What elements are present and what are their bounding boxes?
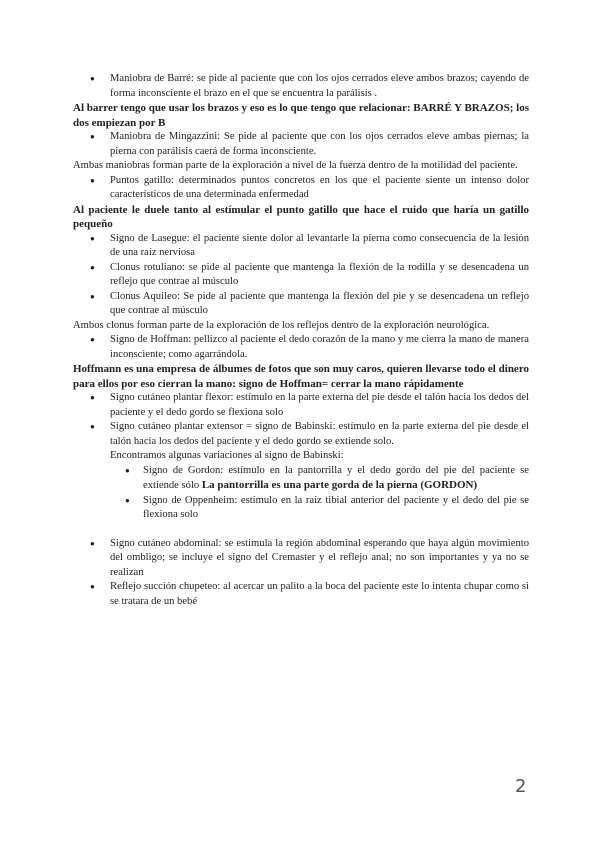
list-item-clonus-rotuliano: ● Clonus rotuliano: se pide al paciente que mantenga la flexión de la rodilla y se desencadena un reflejo que contrae al músculo <box>73 261 529 290</box>
list-item-gordon <box>73 464 529 494</box>
mnemonic-barre: Al barrer tengo que usar los brazos y eso es lo que tengo que relacionar: BARRÉ Y BRAZOS; los dos empiezan por B <box>73 102 529 129</box>
paragraph-variaciones: Encontramos algunas variaciones al signo de Babinski: <box>110 450 344 461</box>
list-item-abdominal: ● Signo cutáneo abdominal: se estimula la región abdominal esperando que haya algún movimiento del ombligo; se incluye el signo del Cremaster y el reflejo anal; no son importantes y ya no se realizan <box>73 537 529 581</box>
spacer <box>73 523 529 537</box>
list-barre <box>73 72 529 101</box>
list-otros-reflejos <box>73 537 529 610</box>
page-content <box>73 72 529 609</box>
mnemonic-hoffman: Hoffmann es una empresa de álbumes de fotos que son muy caros, quieren llevarse todo el dinero para ellos por eso cierran la mano: signo de Hoffman= cerrar la mano rápidamente <box>73 363 529 390</box>
list-item-plantar-extensor <box>73 420 529 464</box>
paragraph-ambos-clonus: Ambos clonus forman parte de la exploración de los reflejos dentro de la exploración neurológica. <box>73 319 490 331</box>
gordon-text: Signo de Gordon: estímulo en la pantorrilla y el dedo gordo del pie del paciente se extiende sólo <box>143 464 529 491</box>
list-plantar <box>73 391 529 464</box>
list-item-puntos-gatillo: ● Puntos gatillo: determinados puntos concretos en los que el paciente siente un intenso dolor característicos de una determinada enfermedad <box>73 174 529 203</box>
list-item-hoffman: ● Signo de Hoffman: pellizco al paciente el dedo corazón de la mano y me cierra la mano de manera inconsciente; como agarrándola. <box>73 333 529 362</box>
list-mingazzini <box>73 130 529 159</box>
list-item-oppenheim: ● Signo de Oppenheim: estímulo en la raíz tibial anterior del paciente y el dedo del pie se flexiona solo <box>73 494 529 523</box>
list-hoffman <box>73 333 529 362</box>
plantar-extensor-text: Signo cutáneo plantar extensor = signo de Babinski: estímulo en la parte externa del pie desde el talón hacia los dedos del paciente y el dedo gordo se extiende solo. <box>110 421 529 447</box>
list-babinski-variants <box>73 464 529 523</box>
list-item-clonus-aquileo: ● Clonus Aquileo: Se pide al paciente que mantenga la flexión del pie y se desencadena un reflejo que contrae al músculo <box>73 290 529 319</box>
list-gatillo <box>73 174 529 203</box>
paragraph-ambas-maniobras: Ambas maniobras forman parte de la exploración a nivel de la fuerza dentro de la motilidad del paciente. <box>73 160 518 171</box>
list-item-mingazzini: ● Maniobra de Mingazzini: Se pide al paciente que con los ojos cerrados eleve ambas piernas; la pierna con parálisis caerá de forma inconsciente. <box>73 130 529 159</box>
list-reflejos <box>73 232 529 319</box>
page-number: 2 <box>515 776 527 797</box>
list-item-lasegue: ● Signo de Lasegue: el paciente siente dolor al levantarle la pierna como consecuencia de la lesión de una raíz nerviosa <box>73 232 529 261</box>
mnemonic-gordon: La pantorrilla es una parte gorda de la pierna (GORDON) <box>201 479 478 491</box>
list-item-chupeteo: ● Reflejo succión chupeteo: al acercar un palito a la boca del paciente este lo intenta chupar como si se tratara de un bebé <box>73 580 529 609</box>
mnemonic-gatillo: Al paciente le duele tanto al estímular el punto gatillo que hace el ruido que haría un gatillo pequeño <box>73 203 529 230</box>
list-item-barre: ● Maniobra de Barré: se pide al paciente que con los ojos cerrados eleve ambos brazos; cayendo de forma inconsciente el brazo en el que se encuentra la parálisis . <box>73 72 529 101</box>
list-item-plantar-flexor: ● Signo cutáneo plantar flexor: estímulo en la parte externa del pie desde el talón hacia los dedos del paciente y el dedo gordo se flexiona solo <box>73 391 529 420</box>
